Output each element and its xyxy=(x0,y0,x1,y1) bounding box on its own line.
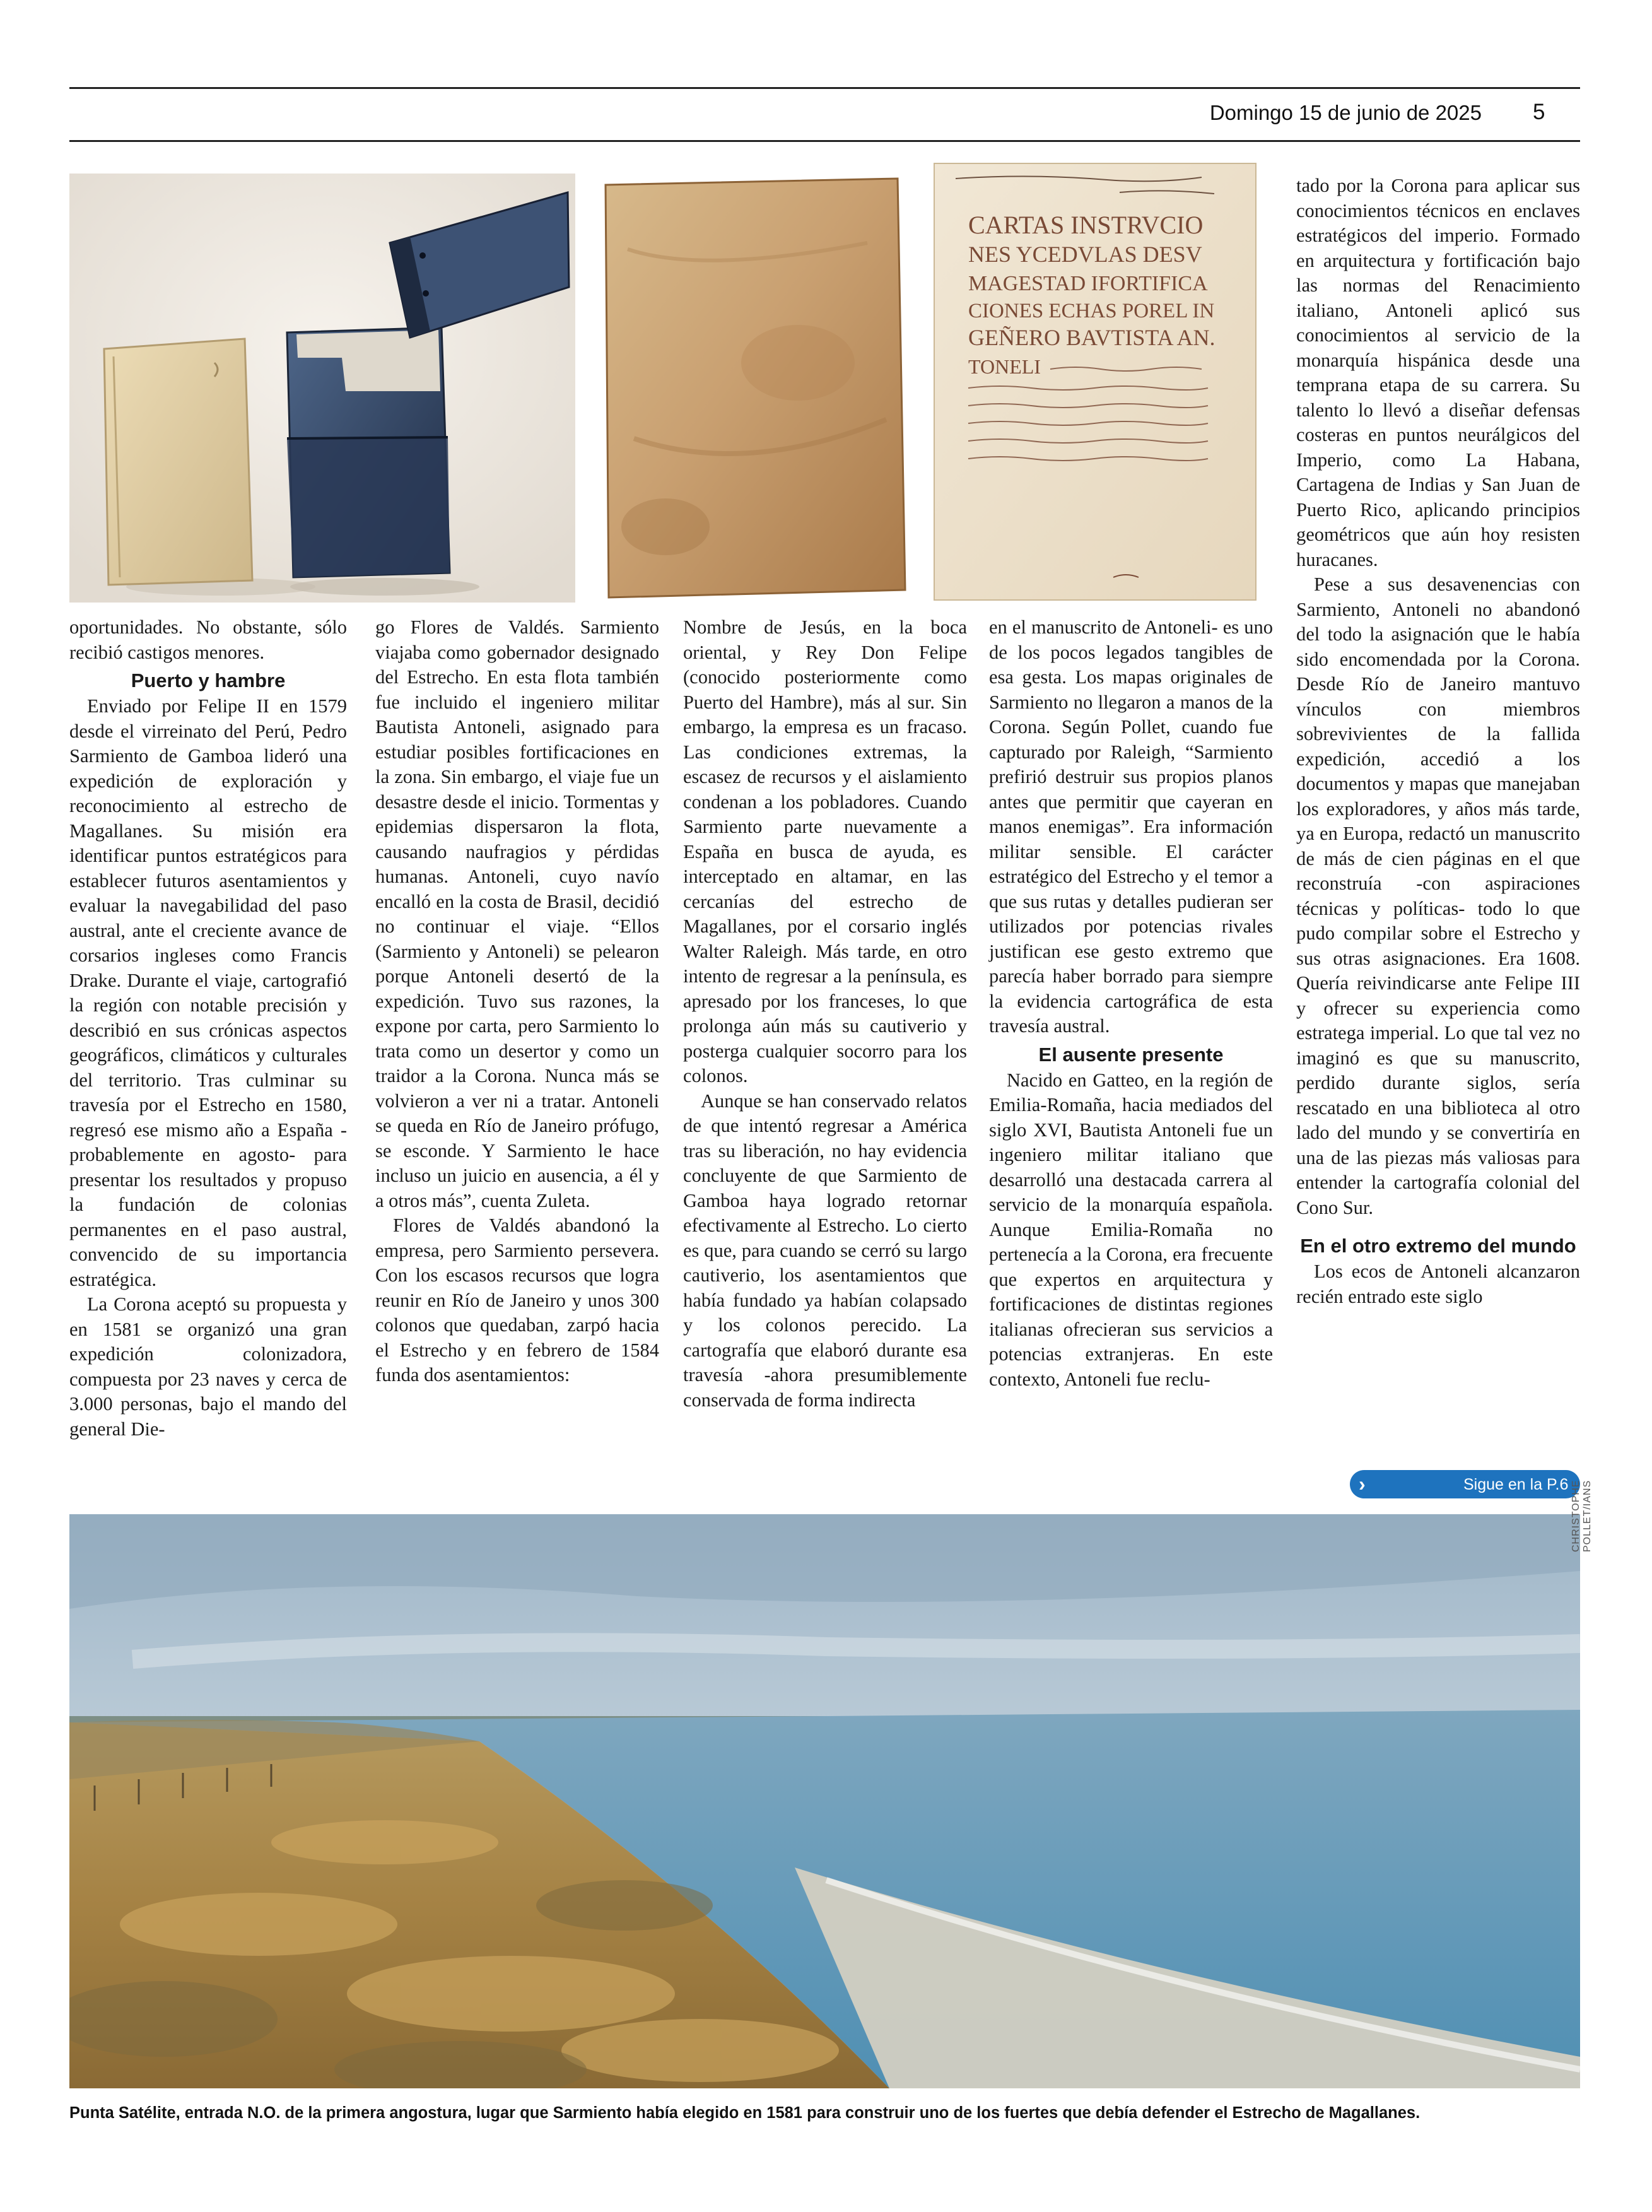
continue-label: Sigue en la P.6 xyxy=(1463,1476,1569,1493)
manuscript-title-line-6: TONELI xyxy=(968,355,1041,378)
issue-date: Domingo 15 de junio de 2025 xyxy=(1209,101,1482,124)
photo-vellum-cover xyxy=(590,174,911,603)
header-rule xyxy=(69,140,1580,142)
manuscript-title-line-3: MAGESTAD IFORTIFICA xyxy=(968,272,1208,295)
photo-manuscript-title-page xyxy=(930,161,1260,603)
photo-caption: Punta Satélite, entrada N.O. de la primera angostura, lugar que Sarmiento había elegido en 1581 para construir uno de los fuertes que debía defender el Estrecho de Magallanes. xyxy=(69,2104,1421,2122)
paragraph: Pese a sus desavenencias con Sarmiento, Antoneli no abandonó del todo la asignación que le había sido encomendada por la Corona. Desde Río de Janeiro mantuvo vínculos con miembros sobrevivientes de la fallida expedición, accedió a los documentos y mapas que manejaban los exploradores, y años más tarde, ya en Europa, redactó un manuscrito de más de cien páginas en el que reconstruía -con aspiraciones técnicas y políticas- todo lo que pudo compilar sobre el Estrecho y sus otras asignaciones. Era 1608. Quería reivindicarse ante Felipe III y ofrecer su experiencia como estratega imperial. Lo que tal vez no imaginó es que su manuscrito, perdido durante siglos, sería rescatado en una biblioteca al otro lado del mundo y se convertiría en una de las piezas más valiosas para entender la cartografía colonial del Cono Sur. xyxy=(1296,574,1580,1218)
paragraph: Aunque se han conservado relatos de que intentó regresar a América tras su liberación, no hay evidencia concluyente de que Sarmiento de Gamboa haya logrado retornar efectivamente al Estrecho. Lo cierto es que, para cuando se cerró su largo cautiverio, los asentamientos que había fundado ya habían colapsado y los colonos perecido. La cartografía que elaboró durante esa travesía -ahora presumiblemente conservada de forma indirecta xyxy=(683,1090,967,1411)
paragraph: Nacido en Gatteo, en la región de Emilia-Romaña, hacia mediados del siglo XVI, Bautista Antoneli fue un ingeniero militar italiano que desarrolló una destacada carrera al servicio de la monarquía española. Aunque Emilia-Romaña no pertenecía a la Corona, era frecuente que expertos en arquitectura y fortificaciones de distintas regiones italianas ofrecieran sus servicios a potencias extranjeras. En este contexto, Antoneli fue reclu- xyxy=(989,1069,1273,1390)
subheading-el-ausente-presente: El ausente presente xyxy=(1038,1043,1224,1066)
page-number: 5 xyxy=(1533,100,1545,124)
article-column-5 xyxy=(1296,174,1580,1309)
paragraph: Nombre de Jesús, en la boca oriental, y Rey Don Felipe (conocido posteriormente como Puerto del Hambre), más al sur. Sin embargo, la empresa es un fracaso. Las condiciones extremas, la escasez de recursos y el aislamiento condenan a los pobladores. Cuando Sarmiento parte nuevamente a España en busca de ayuda, es interceptado en altamar, en las cercanías del estrecho de Magallanes, por el corsario inglés Walter Raleigh. Más tarde, en otro intento de regresar a la península, es apresado por los franceses, lo que prolonga aún más su cautiverio y posterga cualquier socorro para los colonos. xyxy=(683,616,967,1086)
subheading-en-el-otro-extremo: En el otro extremo del mundo xyxy=(1300,1235,1576,1257)
paragraph: go Flores de Valdés. Sarmiento viajaba como gobernador designado del Estrecho. En esta flota también fue incluido el ingeniero militar Bautista Antoneli, asignado para estudiar posibles fortificaciones en la zona. Sin embargo, el viaje fue un desastre desde el inicio. Tormentas y epidemias dispersaron la flota, causando naufragios y pérdidas humanas. Antoneli, cuyo navío encalló en la costa de Brasil, decidió no continuar el viaje. “Ellos (Sarmiento y Antoneli) se pelearon porque Antoneli desertó de la expedición. Tuvo sus razones, la expone por carta, pero Sarmiento lo trata como un desertor y como un traidor a la Corona. Nunca más se volvieron a ver ni a tratar. Antoneli se queda en Río de Janeiro prófugo, se esconde. Y Sarmiento le hace incluso un juicio en ausencia, a él y a otros más”, cuenta Zuleta. xyxy=(375,616,659,1211)
top-rule xyxy=(69,87,1580,89)
photo-punta-satelite xyxy=(69,1514,1580,2088)
paragraph: en el manuscrito de Antoneli- es uno de los pocos legados tangibles de esa gesta. Los mapas originales de Sarmiento no llegaron a manos de la Corona. Según Pollet, cuando fue capturado por Raleigh, “Sarmiento prefirió destruir sus propios planos antes que permitir que cayeran en manos enemigas”. Era información militar sensible. El carácter estratégico del Estrecho y el temor a que sus rutas y detalles pudieran ser utilizados por potencias rivales justifican ese gesto extremo que parecía haber borrado para siempre la evidencia cartográfica de esta travesía austral. xyxy=(989,616,1273,1037)
chevron-right-icon: › xyxy=(1359,1473,1366,1495)
manuscript-title-line-5: GEÑERO BAVTISTA AN. xyxy=(968,325,1216,350)
paragraph: La Corona aceptó su propuesta y en 1581 se organizó una gran expedición colonizadora, compuesta por 23 naves y cerca de 3.000 personas, bajo el mando del general Die- xyxy=(69,1293,347,1440)
article-column-2 xyxy=(375,615,659,1388)
continue-on-page-button[interactable] xyxy=(1350,1470,1580,1498)
manuscript-title-line-2: NES YCEDVLAS DESV xyxy=(968,242,1202,267)
paragraph: Los ecos de Antoneli alcanzaron recién entrado este siglo xyxy=(1296,1261,1580,1307)
paragraph: Flores de Valdés abandonó la empresa, pero Sarmiento persevera. Con los escasos recursos que logra reunir en Río de Janeiro y unos 300 colonos que quedaban, zarpó hacia el Estrecho y en febrero de 1584 funda dos asentamientos: xyxy=(375,1215,659,1385)
paragraph: tado por la Corona para aplicar sus conocimientos técnicos en enclaves estratégicos del imperio. Formado en arquitectura y fortificación bajo las normas del Renacimiento italiano, Antoneli aplicó sus conocimientos al servicio de la monarquía hispánica desde una temprana etapa de su carrera. Su talento lo llevó a diseñar defensas costeras en puntos neurálgicos del Imperio, como La Habana, Cartagena de Indias y San Juan de Puerto Rico, aplicando principios geométricos que aún hoy resisten huracanes. xyxy=(1296,175,1580,570)
article-column-4 xyxy=(989,615,1273,1392)
article-column-1 xyxy=(69,615,347,1442)
manuscript-title-line-1: CARTAS INSTRVCIO xyxy=(968,211,1204,239)
photo-books-and-cases xyxy=(69,174,575,603)
article-column-3 xyxy=(683,615,967,1413)
paragraph: Enviado por Felipe II en 1579 desde el virreinato del Perú, Pedro Sarmiento de Gamboa lideró una expedición de exploración y reconocimiento al estrecho de Magallanes. Su misión era identificar puntos estratégicos para establecer futuros asentamientos y evaluar la navegabilidad del paso austral, ante el creciente avance de corsarios ingleses como Francis Drake. Durante el viaje, cartografió la región con notable precisión y describió en sus crónicas aspectos geográficos, climáticos y culturales del territorio. Tras culminar su travesía por el Estrecho en 1580, regresó ese mismo año a España -probablemente en agosto- para presentar los resultados y propuso la fundación de colonias permanentes en el paso austral, convencido de su importancia estratégica. xyxy=(69,695,347,1290)
paragraph: oportunidades. No obstante, sólo recibió castigos menores. xyxy=(69,616,347,663)
manuscript-title-line-4: CIONES ECHAS POREL IN xyxy=(968,300,1215,322)
subheading-puerto-y-hambre: Puerto y hambre xyxy=(131,669,286,691)
photo-credit: CHRISTOPHE POLLET/IANS xyxy=(1571,1480,1593,1552)
